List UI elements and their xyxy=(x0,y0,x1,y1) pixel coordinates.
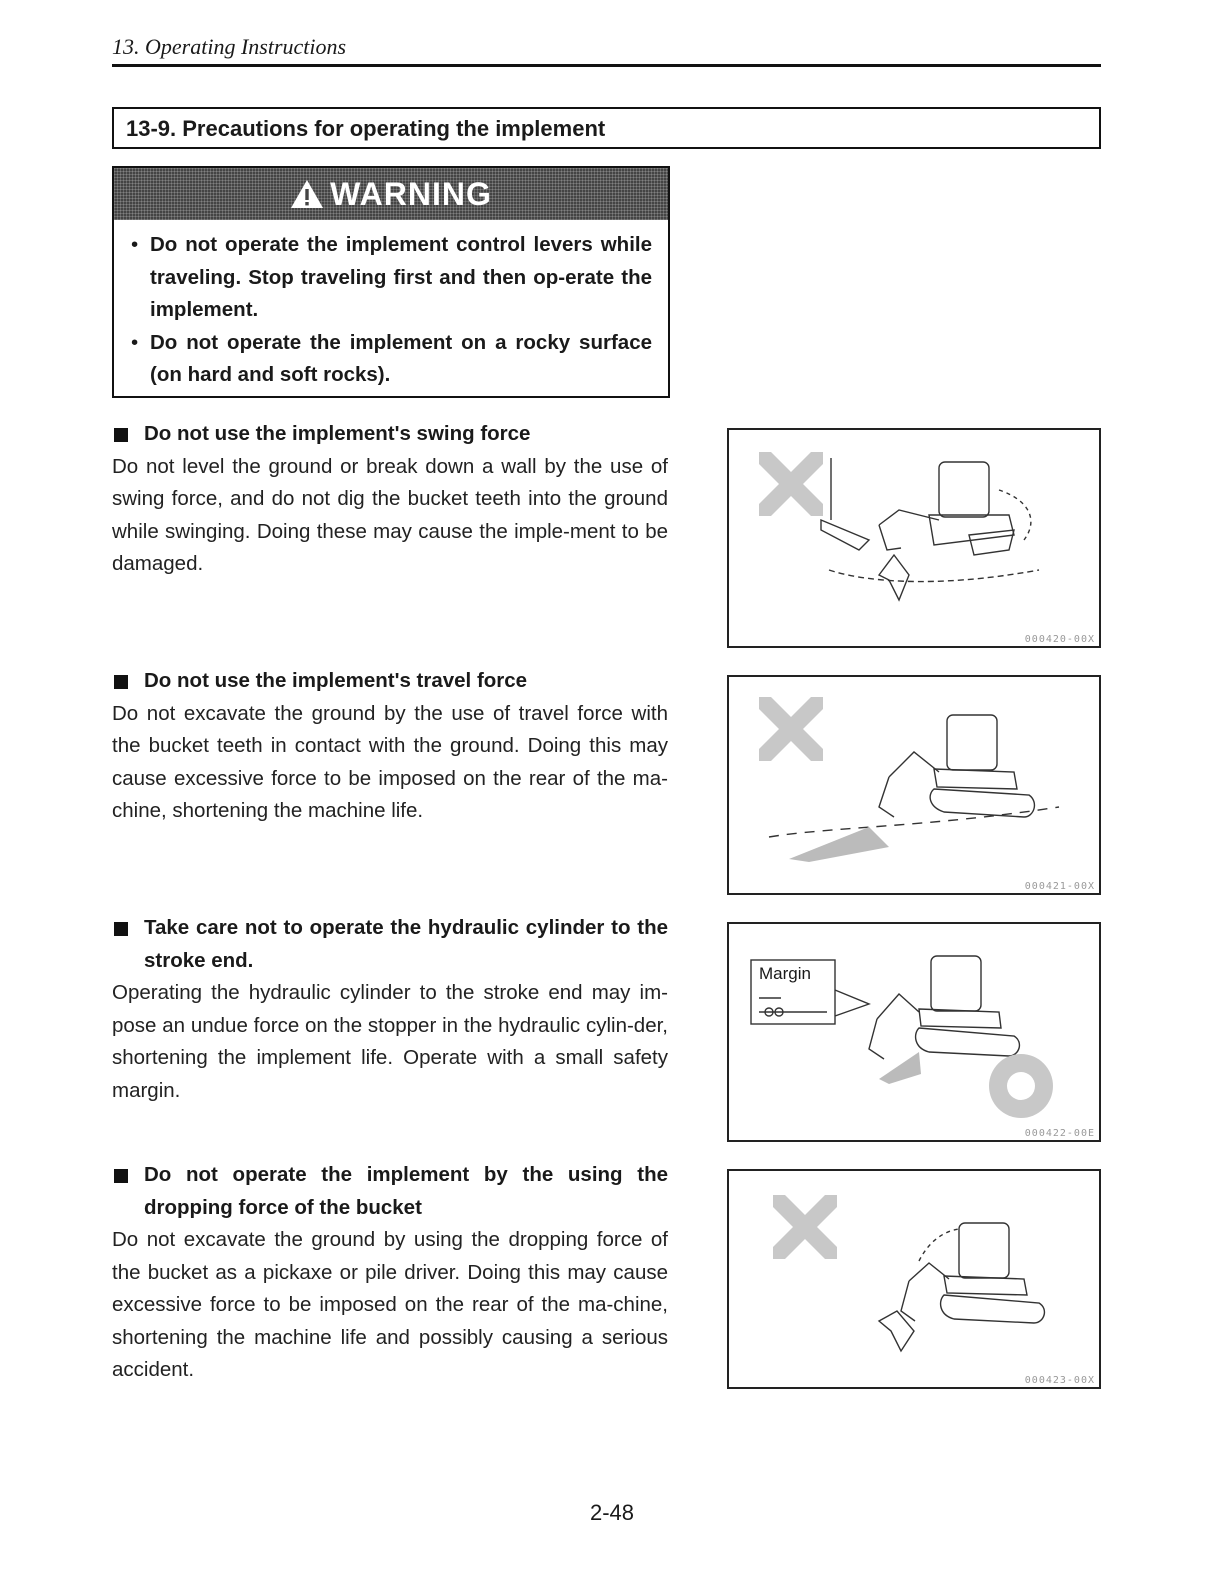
excavator-illustration xyxy=(729,924,1099,1140)
figure-code: 000422-00E xyxy=(1024,1128,1095,1139)
precaution-body: Do not excavate the ground by the use of travel force with the bucket teeth in contact with the ground. Doing this may cause excessive force to be imposed on the rear of the ma-chine, shortening the machine life. xyxy=(112,701,668,822)
prohibited-x-icon xyxy=(759,452,823,516)
excavator-illustration xyxy=(729,677,1099,893)
precaution-body: Operating the hydraulic cylinder to the stroke end may im-pose an undue force on the stopper in the hydraulic cylin-der, shortening the implement life. Operate with a small safety margin. xyxy=(112,981,668,1102)
precaution-travel-force xyxy=(112,665,668,828)
excavator-illustration xyxy=(729,1171,1099,1387)
precaution-swing-force xyxy=(112,418,668,581)
section-title: 13-9. Precautions for operating the implement xyxy=(126,116,606,141)
figure-dropping-force xyxy=(727,1169,1101,1389)
margin-label: Margin xyxy=(759,964,811,983)
page-number: 2-48 xyxy=(589,1500,635,1525)
precaution-heading: Do not use the implement's travel force xyxy=(112,665,668,698)
prohibited-x-icon xyxy=(759,697,823,761)
header-rule xyxy=(112,64,1101,67)
figure-code: 000423-00X xyxy=(1024,1375,1095,1386)
precaution-body: Do not level the ground or break down a wall by the use of swing force, and do not dig the bucket teeth into the ground while swinging. Doing these may cause the imple-ment to be damaged. xyxy=(112,454,668,575)
bullet-square-icon xyxy=(114,675,128,689)
warning-item: • Do not operate the implement on a rocky surface (on hard and soft rocks). xyxy=(150,327,652,392)
figure-hydraulic-cylinder xyxy=(727,922,1101,1142)
bullet-square-icon xyxy=(114,1169,128,1183)
precaution-dropping-force xyxy=(112,1159,668,1387)
precaution-heading: Do not use the implement's swing force xyxy=(112,418,668,451)
warning-bar xyxy=(114,168,668,220)
figure-swing-force xyxy=(727,428,1101,648)
chapter-header: 13. Operating Instructions xyxy=(112,34,347,59)
excavator-illustration xyxy=(729,430,1099,646)
figure-code: 000421-00X xyxy=(1024,881,1095,892)
prohibited-x-icon xyxy=(773,1195,837,1259)
warning-triangle-icon xyxy=(290,179,324,209)
figure-travel-force xyxy=(727,675,1101,895)
warning-box xyxy=(112,166,670,398)
warning-list xyxy=(114,220,668,392)
allowed-circle-icon xyxy=(989,1054,1053,1118)
section-title-box xyxy=(112,107,1101,149)
figure-code: 000420-00X xyxy=(1024,634,1095,645)
warning-title: WARNING xyxy=(330,175,492,212)
precaution-body: Do not excavate the ground by using the dropping force of the bucket as a pickaxe or pile driver. Doing this may cause excessive force to be imposed on the rear of the ma-chine, shortening the machine life and possibly causing a serious accident. xyxy=(112,1228,668,1381)
bullet-square-icon xyxy=(114,428,128,442)
precaution-heading: Do not operate the implement by the using the dropping force of the bucket xyxy=(112,1159,668,1224)
bullet-square-icon xyxy=(114,922,128,936)
warning-item: • Do not operate the implement control levers while traveling. Stop traveling first and then op-erate the implement. xyxy=(150,229,652,327)
precaution-hydraulic-cylinder xyxy=(112,912,668,1107)
precaution-heading: Take care not to operate the hydraulic cylinder to the stroke end. xyxy=(112,912,668,977)
